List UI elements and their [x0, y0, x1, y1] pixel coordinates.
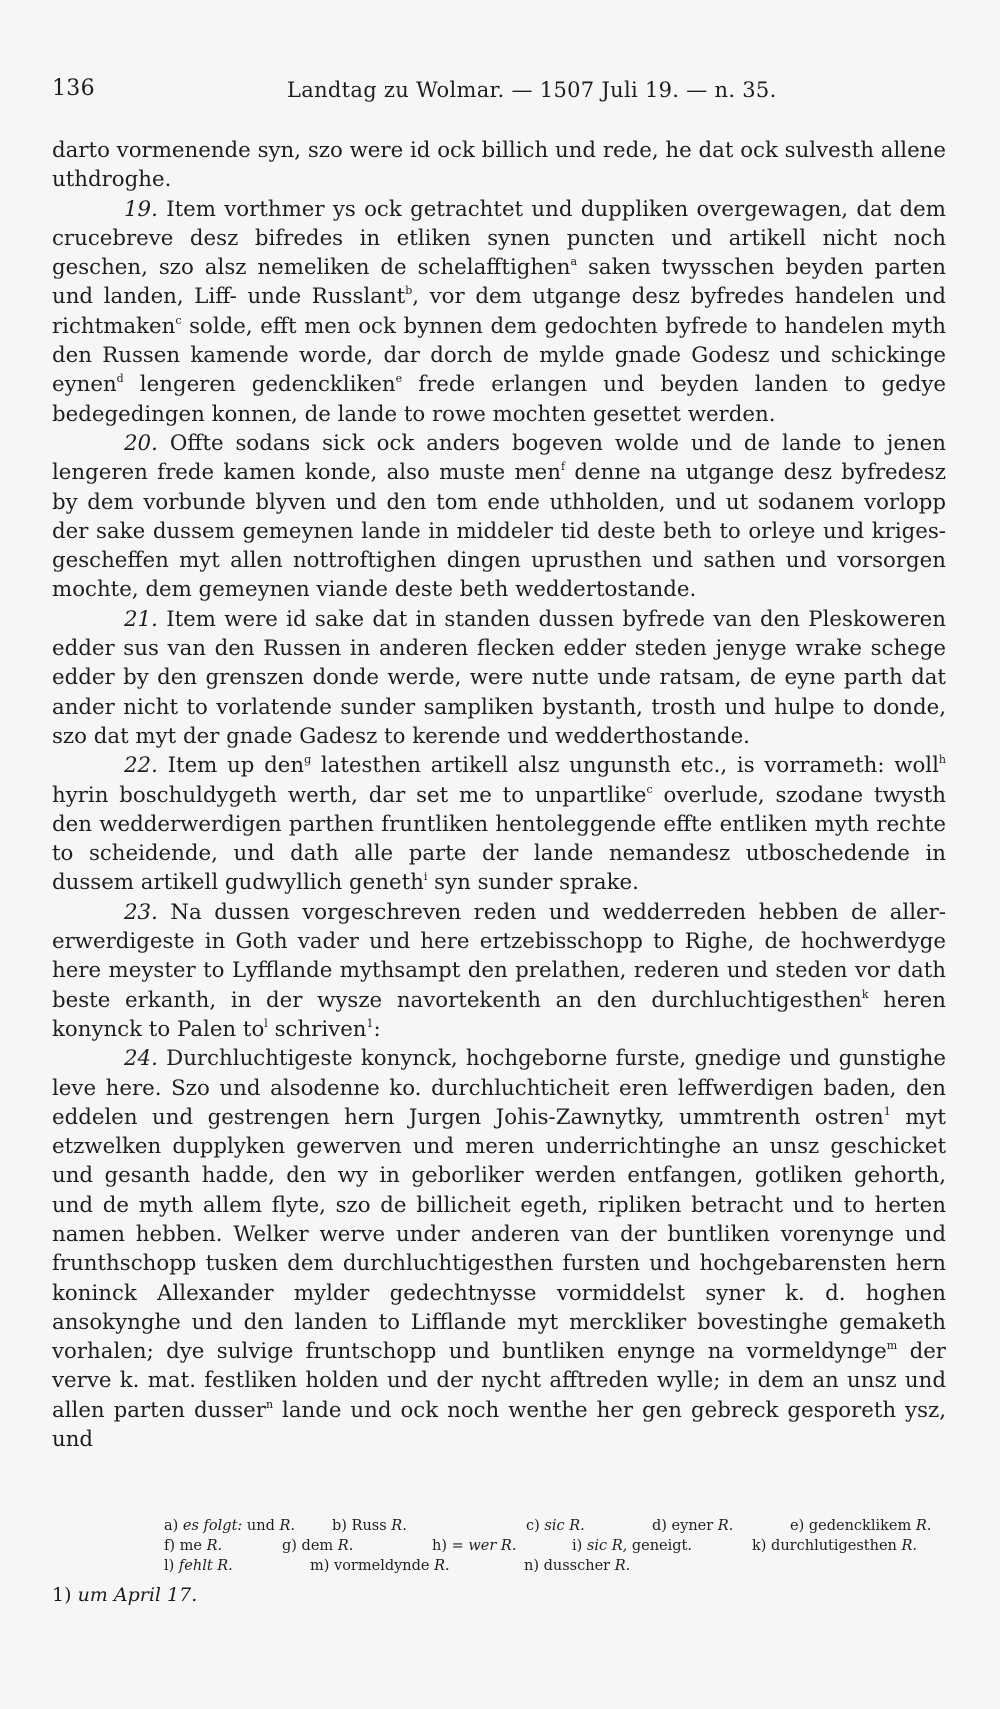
paragraph-text: Item up den$^g$ latesthen artikell alsz ungunsth etc., is vorrameth: woll$^h$ hyrin boschuldygeth werth, dar set me to unpartlike$^c$ overlude, szodane twysth den wedderwerdigen parthen fruntliken hentoleggende effte entliken myth rechte to scheidende, und dath alle parte der lande nemandesz utboschedende in dussem artikell gudwyllich geneth$^i$ syn sunder sprake. [52, 753, 947, 896]
paragraph [52, 195, 946, 429]
footnote-l: l) fehlt R. [164, 1558, 233, 1574]
paragraph [52, 751, 946, 897]
footnote-text: um April 17. [77, 1584, 198, 1606]
footnote-marker: 1) [52, 1584, 72, 1606]
footnote-row [52, 1516, 946, 1536]
footnote-k: k) durchlutigesthen R. [752, 1538, 918, 1554]
footnote-f: f) me R. [164, 1538, 223, 1554]
paragraph-number: 20. [124, 430, 158, 456]
paragraph-number: 21. [124, 606, 158, 632]
footnote-h: h) = wer R. [432, 1538, 517, 1554]
historical-footnote [52, 1584, 197, 1606]
running-title: Landtag zu Wolmar. — 1507 Juli 19. — n. 35. [287, 78, 777, 102]
paragraph-text: Durchluchtigeste konynck, hochgeborne furste, gnedige und gunstighe leve here. Szo und alsodenne ko. durchluchticheit eren leffwerdigen baden, den eddelen und gestrengen hern Jurgen Johis-Zawnytky, ummtrenth ostren$^1$ myt etzwelken dupplyken gewerven und meren underrichtinghe an unsz geschicket und gesanth hadde, den wy in geborliker werden entfangen, gotliken gehorth, und de myth allem flyte, szo de billicheit egeth, ripliken betracht und to herten namen hebben. Welker werve under anderen van der buntliken vorenynge und frunthschopp tusken dem durchluchtigesthen fursten und hochgebarensten hern koninck Allexander mylder gedechtnysse vormiddelst syner k. d. hoghen ansokynghe und den landen to Lifflande myt merckliker bovestinghe gemaketh vorhalen; dye sulvige fruntschopp und buntliken enynge na vormeldynge$^m$ der verve k. mat. festliken holden und der nycht afftreden wylle; in dem an unsz und allen parten dusser$^n$ lande und ock noch wenthe her gen gebreck gesporeth ysz, und [52, 1046, 947, 1453]
main-text [52, 136, 946, 1454]
paragraph-number: 22. [124, 753, 158, 779]
paragraph-text: darto vormenende syn, szo were id ock billich und rede, he dat ock sulvesth allene uthdroghe. [52, 138, 946, 193]
paragraph [52, 429, 946, 605]
paragraph-text: Item were id sake dat in standen dussen byfrede van den Pleskoweren edder sus van den Russen in anderen flecken edder steden jenyge wrake schege edder by den grenszen donde werde, were nutte unde ratsam, de eyne parth dat ander nicht to vorlatende sunder sampliken bystanth, trosth und hulpe to donde, szo dat myt der gnade Gadesz to kerende und wedderthostande. [52, 606, 946, 749]
apparatus-footnotes [52, 1516, 946, 1576]
paragraph-text: Na dussen vorgeschreven reden und wedderreden hebben de aller-erwerdigeste in Goth vader und here ertzebisschopp to Righe, de hochwerdyge here meyster to Lyfflande mythsampt den prelathen, rederen und steden vor dath beste erkanth, in der wysze navortekenth an den durchluchtigesthen$^k$ heren konynck to Palen $to^l$ schriven$^1$: [52, 899, 946, 1042]
footnote-e: e) gedencklikem R. [790, 1518, 932, 1534]
footnote-row [52, 1536, 946, 1556]
footnote-row [52, 1556, 946, 1576]
paragraph [52, 605, 946, 751]
footnote-i: i) sic R, geneigt. [572, 1538, 692, 1554]
footnote-a: a) es folgt: und R. [164, 1518, 295, 1534]
footnote-d: d) eyner R. [652, 1518, 734, 1534]
page-number: 136 [52, 76, 95, 101]
paragraph-text: Item vorthmer ys ock getrachtet und duppliken overgewagen, dat dem crucebreve desz bifredes in etliken synen puncten und artikell nicht noch geschen, szo alsz nemeliken de schelafftighen$^a$ saken twysschen beyden parten und landen, Liff- unde Russlant$^b$, vor dem utgange desz byfredes handelen und richtmaken$^c$ solde, efft men ock bynnen dem gedochten byfrede to handelen myth den Russen kamende worde, dar dorch de mylde gnade Godesz und schickinge eynen$^d$ lengeren gedenckliken$^e$ frede erlangen und beyden landen to gedye bedegedingen konnen, de lande to rowe mochten gesettet werden. [52, 196, 946, 427]
paragraph-number: 23. [124, 899, 158, 925]
footnote-b: b) Russ R. [332, 1518, 407, 1534]
paragraph-number: 19. [124, 196, 158, 222]
page-header [52, 76, 952, 110]
footnote-n: n) dusscher R. [524, 1558, 631, 1574]
paragraph [52, 1044, 946, 1454]
footnote-c: c) sic R. [526, 1518, 585, 1534]
paragraph [52, 898, 946, 1044]
paragraph-number: 24. [124, 1046, 158, 1072]
paragraph [52, 136, 946, 195]
footnote-g: g) dem R. [282, 1538, 354, 1554]
footnote-m: m) vormeldynde R. [310, 1558, 450, 1574]
paragraph-text: Offte sodans sick ock anders bogeven wolde und de lande to jenen lengeren frede kamen konde, also muste men$^f$ denne na utgange desz byfredesz by dem vorbunde blyven und den tom ende uthholden, und ut sodanem vorlopp der sake dussem gemeynen lande in middeler tid deste beth to orleye und kriges-gescheffen myt allen nottroftighen dingen uprusthen und sathen und vorsorgen mochte, dem gemeynen viande deste beth weddertostande. [52, 430, 946, 603]
